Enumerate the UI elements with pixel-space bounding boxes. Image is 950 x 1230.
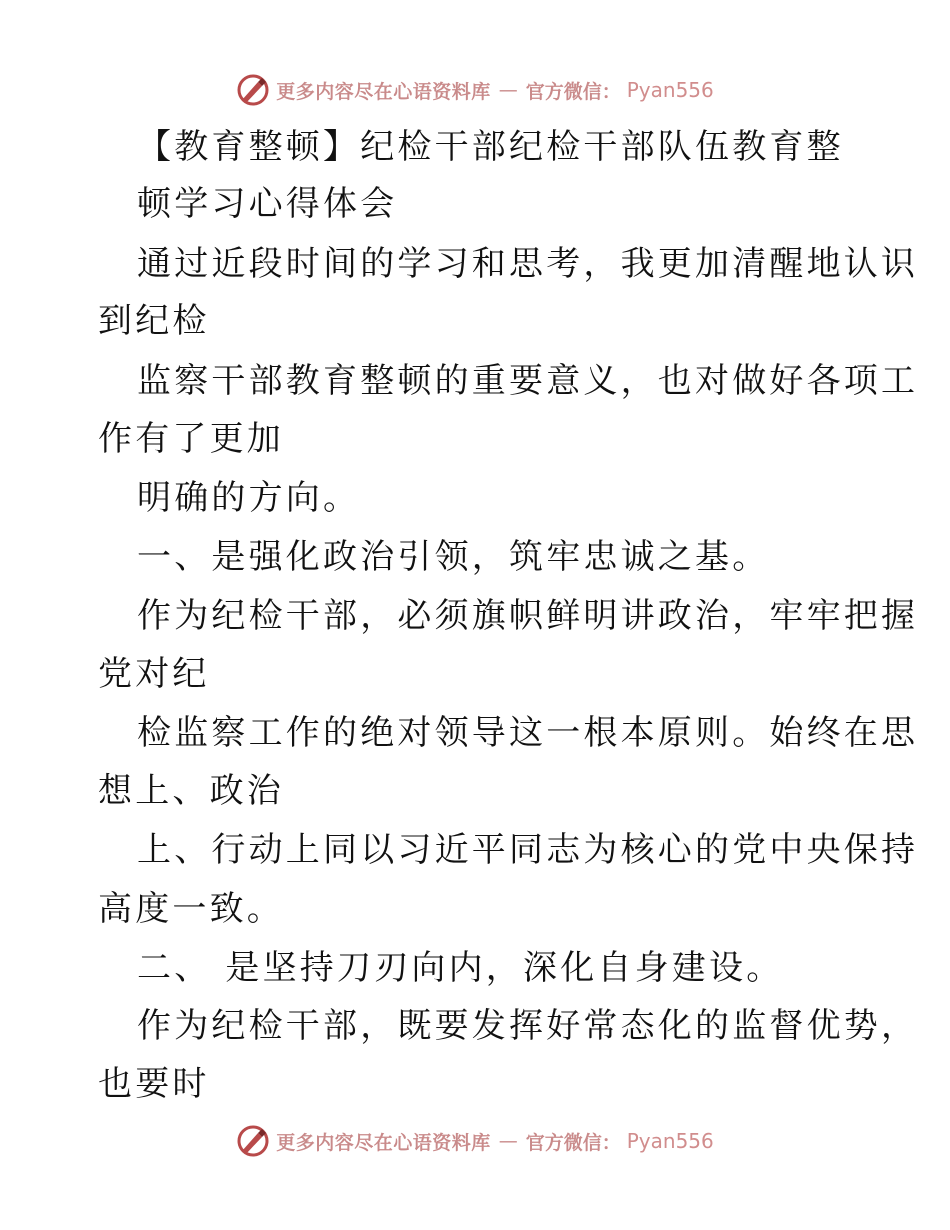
- doc-paragraph-line: 通过近段时间的学习和思考，我更加清醒地认识: [137, 244, 919, 284]
- doc-paragraph-line: 到纪检: [98, 301, 210, 341]
- footer-banner: [0, 1121, 950, 1161]
- doc-paragraph-line: 也要时: [98, 1064, 210, 1104]
- doc-paragraph-line: 上、行动上同以习近平同志为核心的党中央保持: [137, 830, 919, 870]
- doc-paragraph-line: 监察干部教育整顿的重要意义，也对做好各项工: [137, 361, 919, 401]
- doc-paragraph-line: 高度一致。: [98, 889, 284, 929]
- doc-heading-line: 二、 是坚持刀刃向内，深化自身建设。: [137, 948, 784, 988]
- doc-paragraph-line: 作为纪检干部，必须旗帜鲜明讲政治，牢牢把握: [137, 596, 919, 636]
- doc-heading-line: 一、是强化政治引领，筑牢忠诚之基。: [137, 537, 770, 577]
- doc-title-line-1: 【教育整顿】纪检干部纪检干部队伍教育整: [137, 127, 844, 167]
- pen-circle-logo-icon: [236, 1124, 270, 1158]
- banner-dash: —: [498, 79, 518, 101]
- doc-paragraph-line: 明确的方向。: [137, 478, 361, 518]
- doc-paragraph-line: 作为纪检干部，既要发挥好常态化的监督优势，: [137, 1006, 919, 1046]
- pen-circle-logo-icon: [236, 73, 270, 107]
- banner-text: 更多内容尽在心语资料库: [276, 1131, 491, 1154]
- banner-wechat-id: Pyan556: [626, 78, 714, 102]
- doc-paragraph-line: 党对纪: [98, 654, 210, 694]
- banner-wechat-label: 官方微信：: [525, 1131, 621, 1154]
- doc-paragraph-line: 想上、政治: [98, 771, 284, 811]
- header-banner: [0, 70, 950, 110]
- banner-text: 更多内容尽在心语资料库: [276, 80, 491, 103]
- doc-paragraph-line: 检监察工作的绝对领导这一根本原则。始终在思: [137, 713, 919, 753]
- banner-wechat-id: Pyan556: [626, 1129, 714, 1153]
- doc-title-line-2: 顿学习心得体会: [137, 184, 398, 224]
- banner-dash: —: [498, 1130, 518, 1152]
- banner-wechat-label: 官方微信：: [525, 80, 621, 103]
- doc-paragraph-line: 作有了更加: [98, 419, 284, 459]
